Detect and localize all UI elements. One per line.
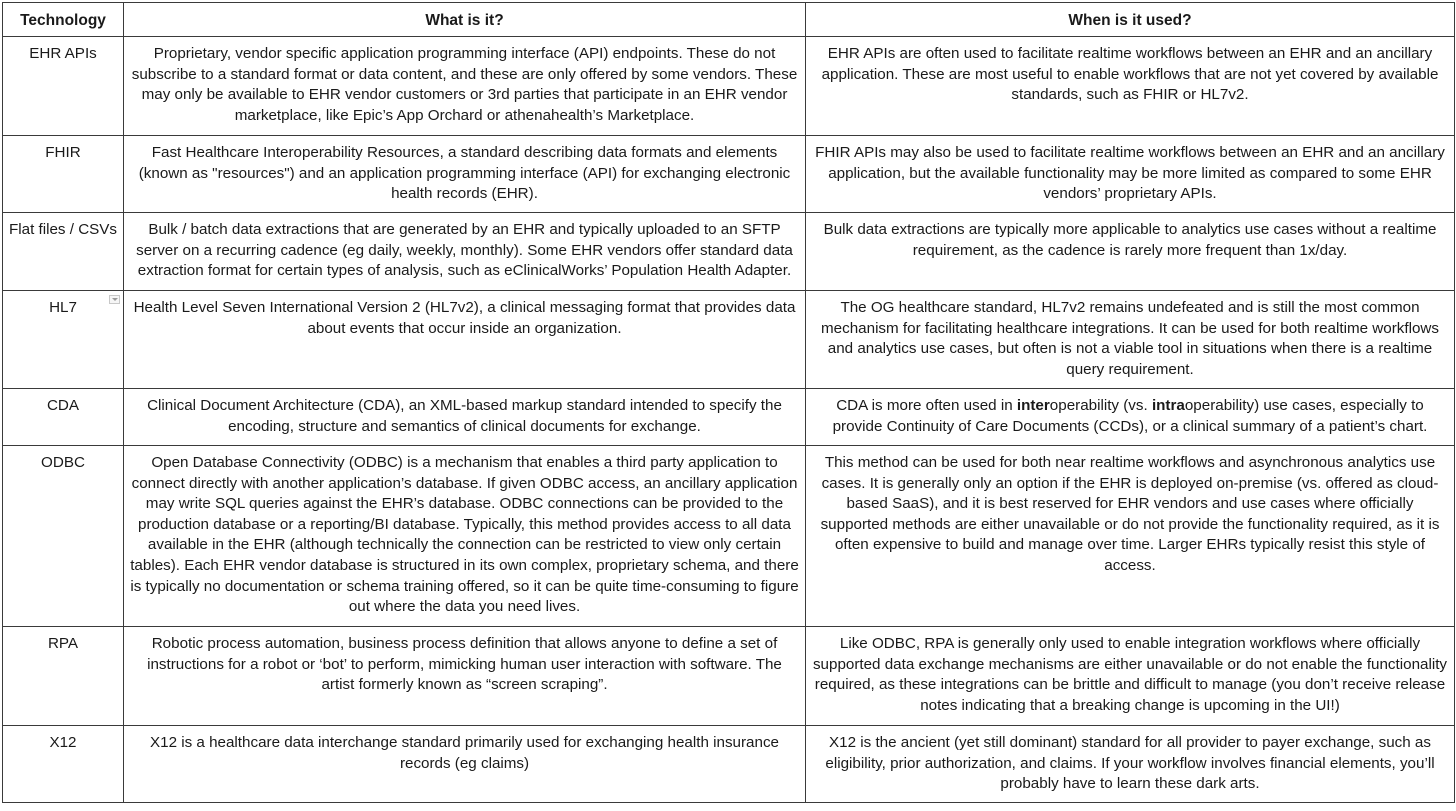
- technology-cell: FHIR: [3, 136, 124, 213]
- technology-cell: Flat files / CSVs: [3, 213, 124, 291]
- when-text-bold-intra: intra: [1151, 397, 1185, 414]
- technology-cell: EHR APIs: [3, 37, 124, 136]
- technology-cell: [3, 291, 124, 389]
- technology-cell: CDA: [3, 389, 124, 446]
- when-cell: This method can be used for both near realtime workflows and asynchronous analytics use cases. It is generally only an option if the EHR is deployed on-premise (vs. offered as cloud-based SaaS), and it is best reserved for EHR vendors and use cases where officially supported methods are either unavailable or do not provide the functionality required, as it is often expensive to build and manage over time. Larger EHRs typically resist this style of access.: [806, 446, 1455, 627]
- header-row: [3, 3, 1455, 37]
- what-cell: Clinical Document Architecture (CDA), an XML-based markup standard intended to specify the encoding, structure and semantics of clinical documents for exchange.: [124, 389, 806, 446]
- when-cell: [806, 389, 1455, 446]
- header-what-is-it: What is it?: [124, 3, 806, 37]
- table-row: [3, 136, 1455, 213]
- what-cell: Proprietary, vendor specific application programming interface (API) endpoints. These do not subscribe to a standard format or data content, and these are only offered by some vendors. These may only be available to EHR vendor customers or 3rd parties that participate in an EHR vendor marketplace, like Epic’s App Orchard or athenahealth’s Marketplace.: [124, 37, 806, 136]
- technology-cell: X12: [3, 726, 124, 803]
- when-text-part: operability) use cases, especially to provide Continuity of Care Documents (CCDs), or a clinical summary of a patient’s chart.: [832, 397, 1428, 435]
- header-when-is-it-used: When is it used?: [806, 3, 1455, 37]
- what-cell: Open Database Connectivity (ODBC) is a mechanism that enables a third party application to connect directly with another application’s database. If given ODBC access, an ancillary application may write SQL queries against the EHR’s database. ODBC connections can be provided to the production database or a reporting/BI database. Typically, this method provides access to all data available in the EHR (although technically the connection can be restricted to view only certain tables). Each EHR vendor database is structured in its own complex, proprietary schema, and there is typically no documentation or schema training offered, so it can be quite time-consuming to figure out where the data you need lives.: [124, 446, 806, 627]
- when-text-part: operability (vs.: [1049, 397, 1152, 414]
- when-cell: Bulk data extractions are typically more applicable to analytics use cases without a realtime requirement, as the cadence is rarely more frequent than 1x/day.: [806, 213, 1455, 291]
- table-row: [3, 389, 1455, 446]
- what-cell: Robotic process automation, business process definition that allows anyone to define a set of instructions for a robot or ‘bot’ to perform, mimicking human user interaction with software. The artist formerly known as “screen scraping”.: [124, 627, 806, 726]
- table-row: [3, 726, 1455, 803]
- header-technology: Technology: [3, 3, 124, 37]
- when-cell: The OG healthcare standard, HL7v2 remains undefeated and is still the most common mechanism for facilitating healthcare integrations. It can be used for both realtime workflows and analytics use cases, but often is not a viable tool in situations when there is a realtime query requirement.: [806, 291, 1455, 389]
- what-cell: X12 is a healthcare data interchange standard primarily used for exchanging health insurance records (eg claims): [124, 726, 806, 803]
- when-cell: FHIR APIs may also be used to facilitate realtime workflows between an EHR and an ancillary application, but the available functionality may be more limited as compared to some EHR vendors’ proprietary APIs.: [806, 136, 1455, 213]
- filter-dropdown-icon[interactable]: [109, 295, 120, 304]
- when-cell: Like ODBC, RPA is generally only used to enable integration workflows where officially supported data exchange mechanisms are either unavailable or do not enable the functionality required, as these integrations can be brittle and difficult to manage (you don’t receive release notes indicating that a breaking change is upcoming in the UI!): [806, 627, 1455, 726]
- when-text-part: CDA is more often used in: [836, 397, 1017, 414]
- when-text-bold-inter: inter: [1016, 397, 1050, 414]
- what-cell: Fast Healthcare Interoperability Resources, a standard describing data formats and elements (known as "resources") and an application programming interface (API) for exchanging electronic health records (EHR).: [124, 136, 806, 213]
- table-row: [3, 291, 1455, 389]
- integration-technology-table: [2, 2, 1455, 803]
- what-cell: Bulk / batch data extractions that are generated by an EHR and typically uploaded to an SFTP server on a recurring cadence (eg daily, weekly, monthly). Some EHR vendors offer standard data extraction format for certain types of analysis, such as eClinicalWorks’ Population Health Adapter.: [124, 213, 806, 291]
- table-row: [3, 446, 1455, 627]
- technology-label: HL7: [49, 299, 77, 316]
- table-row: [3, 37, 1455, 136]
- table-row: [3, 627, 1455, 726]
- when-cell: EHR APIs are often used to facilitate realtime workflows between an EHR and an ancillary application. These are most useful to enable workflows that are not yet covered by available standards, such as FHIR or HL7v2.: [806, 37, 1455, 136]
- when-cell: X12 is the ancient (yet still dominant) standard for all provider to payer exchange, such as eligibility, prior authorization, and claims. If your workflow involves financial elements, you’ll probably have to learn these dark arts.: [806, 726, 1455, 803]
- technology-cell: ODBC: [3, 446, 124, 627]
- technology-cell: RPA: [3, 627, 124, 726]
- what-cell: Health Level Seven International Version 2 (HL7v2), a clinical messaging format that provides data about events that occur inside an organization.: [124, 291, 806, 389]
- table-row: [3, 213, 1455, 291]
